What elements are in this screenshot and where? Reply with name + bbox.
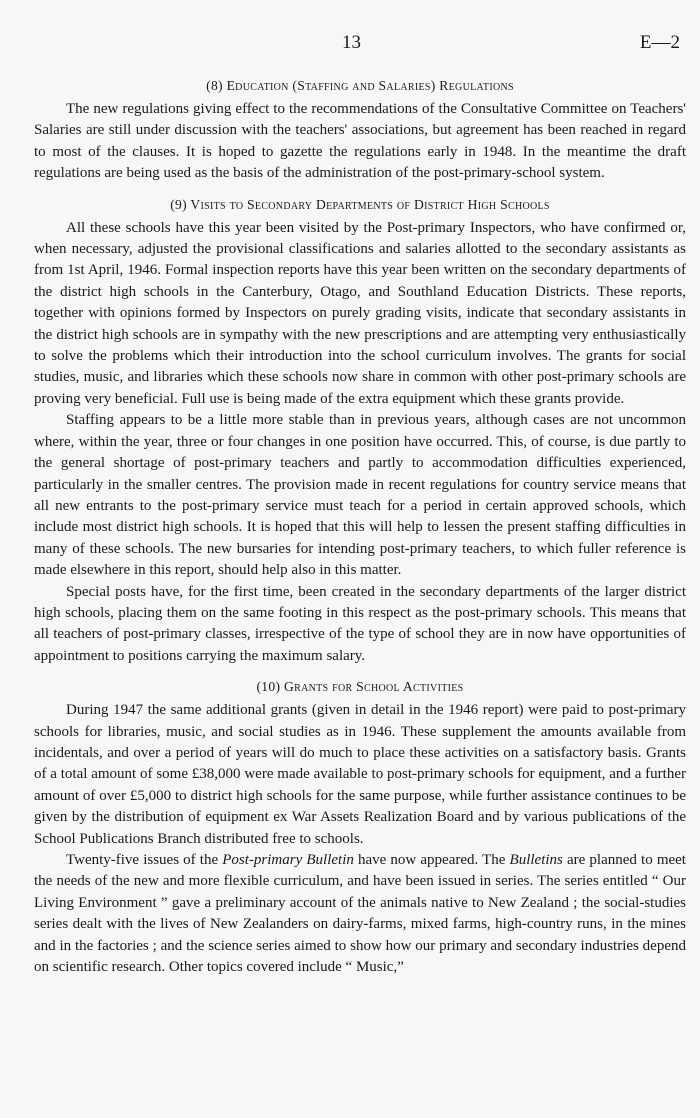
page-header <box>34 28 686 58</box>
bulletin-title-italic: Post-primary Bulletin <box>222 852 354 868</box>
section-heading-staffing-regulations: (8) Education (Staffing and Salaries) Regulations <box>206 78 514 93</box>
paragraph-staffing-stability: Staffing appears to be a little more stable than in previous years, although cases are not uncommon where, within the year, three or four changes in one position have occurred. This, of course, is due partly to the general shortage of post-primary teachers and partly to accommodation difficulties experienced, particularly in the smaller centres. The provision made in recent regulations for country service means that all new entrants to the post-primary service must teach for a period in certain approved schools, which include most district high schools. It is hoped that this will help to lessen the present staffing difficulties in many of these schools. The new bursaries for intending post-primary teachers, to which fuller reference is made elsewhere in this report, should help also in this matter. <box>34 412 686 579</box>
page-number: 13 <box>342 32 361 53</box>
bulletin-text-part-3: are planned to meet the needs of the new and more flexible curriculum, and have been issued in series. The series entitled “ Our Living Environment ” gave a preliminary account of the animals native to New Zealand ; the social-studies series dealt with the lives of New Zealanders on dairy-farms, mixed farms, high-country runs, in the mines and in the factories ; and the science series aimed to show how our primary and secondary industries depend on scientific research. Other topics covered include “ Music,” <box>34 852 686 976</box>
paragraph-inspection-visits: All these schools have this year been visited by the Post-primary Inspectors, who have confirmed or, when necessary, adjusted the provisional classifications and salaries allotted to the secondary assistants as from 1st April, 1946. Formal inspection reports have this year been written on the secondary departments of the district high schools in the Canterbury, Otago, and Southland Education Districts. These reports, together with opinions formed by Inspectors on purely grading visits, indicate that secondary assistants in the district high schools are in sympathy with the new prescriptions and are attempting very enthusiastically to solve the problems which their introduction into the school curriculum involves. The grants for social studies, music, and libraries which these schools now share in common with other post-primary schools are proving very beneficial. Full use is being made of the extra equipment which these grants provide. <box>34 219 686 407</box>
paragraph-grants-1947: During 1947 the same additional grants (given in detail in the 1946 report) were paid to post-primary schools for libraries, music, and social studies as in 1946. These supplement the amounts available from incidentals, and over a period of years will do much to place these activities on a satisfactory basis. Grants of a total amount of some £38,000 were made available to post-primary schools for equipment, and a further amount of over £5,000 to district high schools for the same purpose, while further assistance continues to be given by the distribution of equipment ex War Assets Realization Board and by various publications of the School Publications Branch distributed free to schools. <box>34 702 686 847</box>
section-heading-grants-activities: (10) Grants for School Activities <box>256 679 464 695</box>
bulletins-italic: Bulletins <box>509 852 563 868</box>
paragraph-bulletin-issues <box>34 850 686 978</box>
section-heading-district-high-schools: (9) Visits to Secondary Departments of District High Schools <box>170 196 550 212</box>
paragraph-staffing-regulations: The new regulations giving effect to the recommendations of the Consultative Committee on Teachers' Salaries are still under discussion with the teachers' associations, but agreement has been reached in regard to most of the clauses. It is hoped to gazette the regulations early in 1948. In the meantime the draft regulations are being used as the basis of the administration of the post-primary-school system. <box>34 101 686 182</box>
bulletin-text-part-2: have now appeared. The <box>353 852 510 868</box>
report-code: E—2 <box>639 32 680 53</box>
bulletin-text-part-1: Twenty-five issues of the <box>66 852 223 868</box>
paragraph-special-posts: Special posts have, for the first time, been created in the secondary departments of the larger district high schools, placing them on the same footing in this respect as the post-primary schools. This means that all teachers of post-primary classes, irrespective of the type of school they are in now have opportunities of appointment to positions carrying the maximum salary. <box>34 583 686 664</box>
